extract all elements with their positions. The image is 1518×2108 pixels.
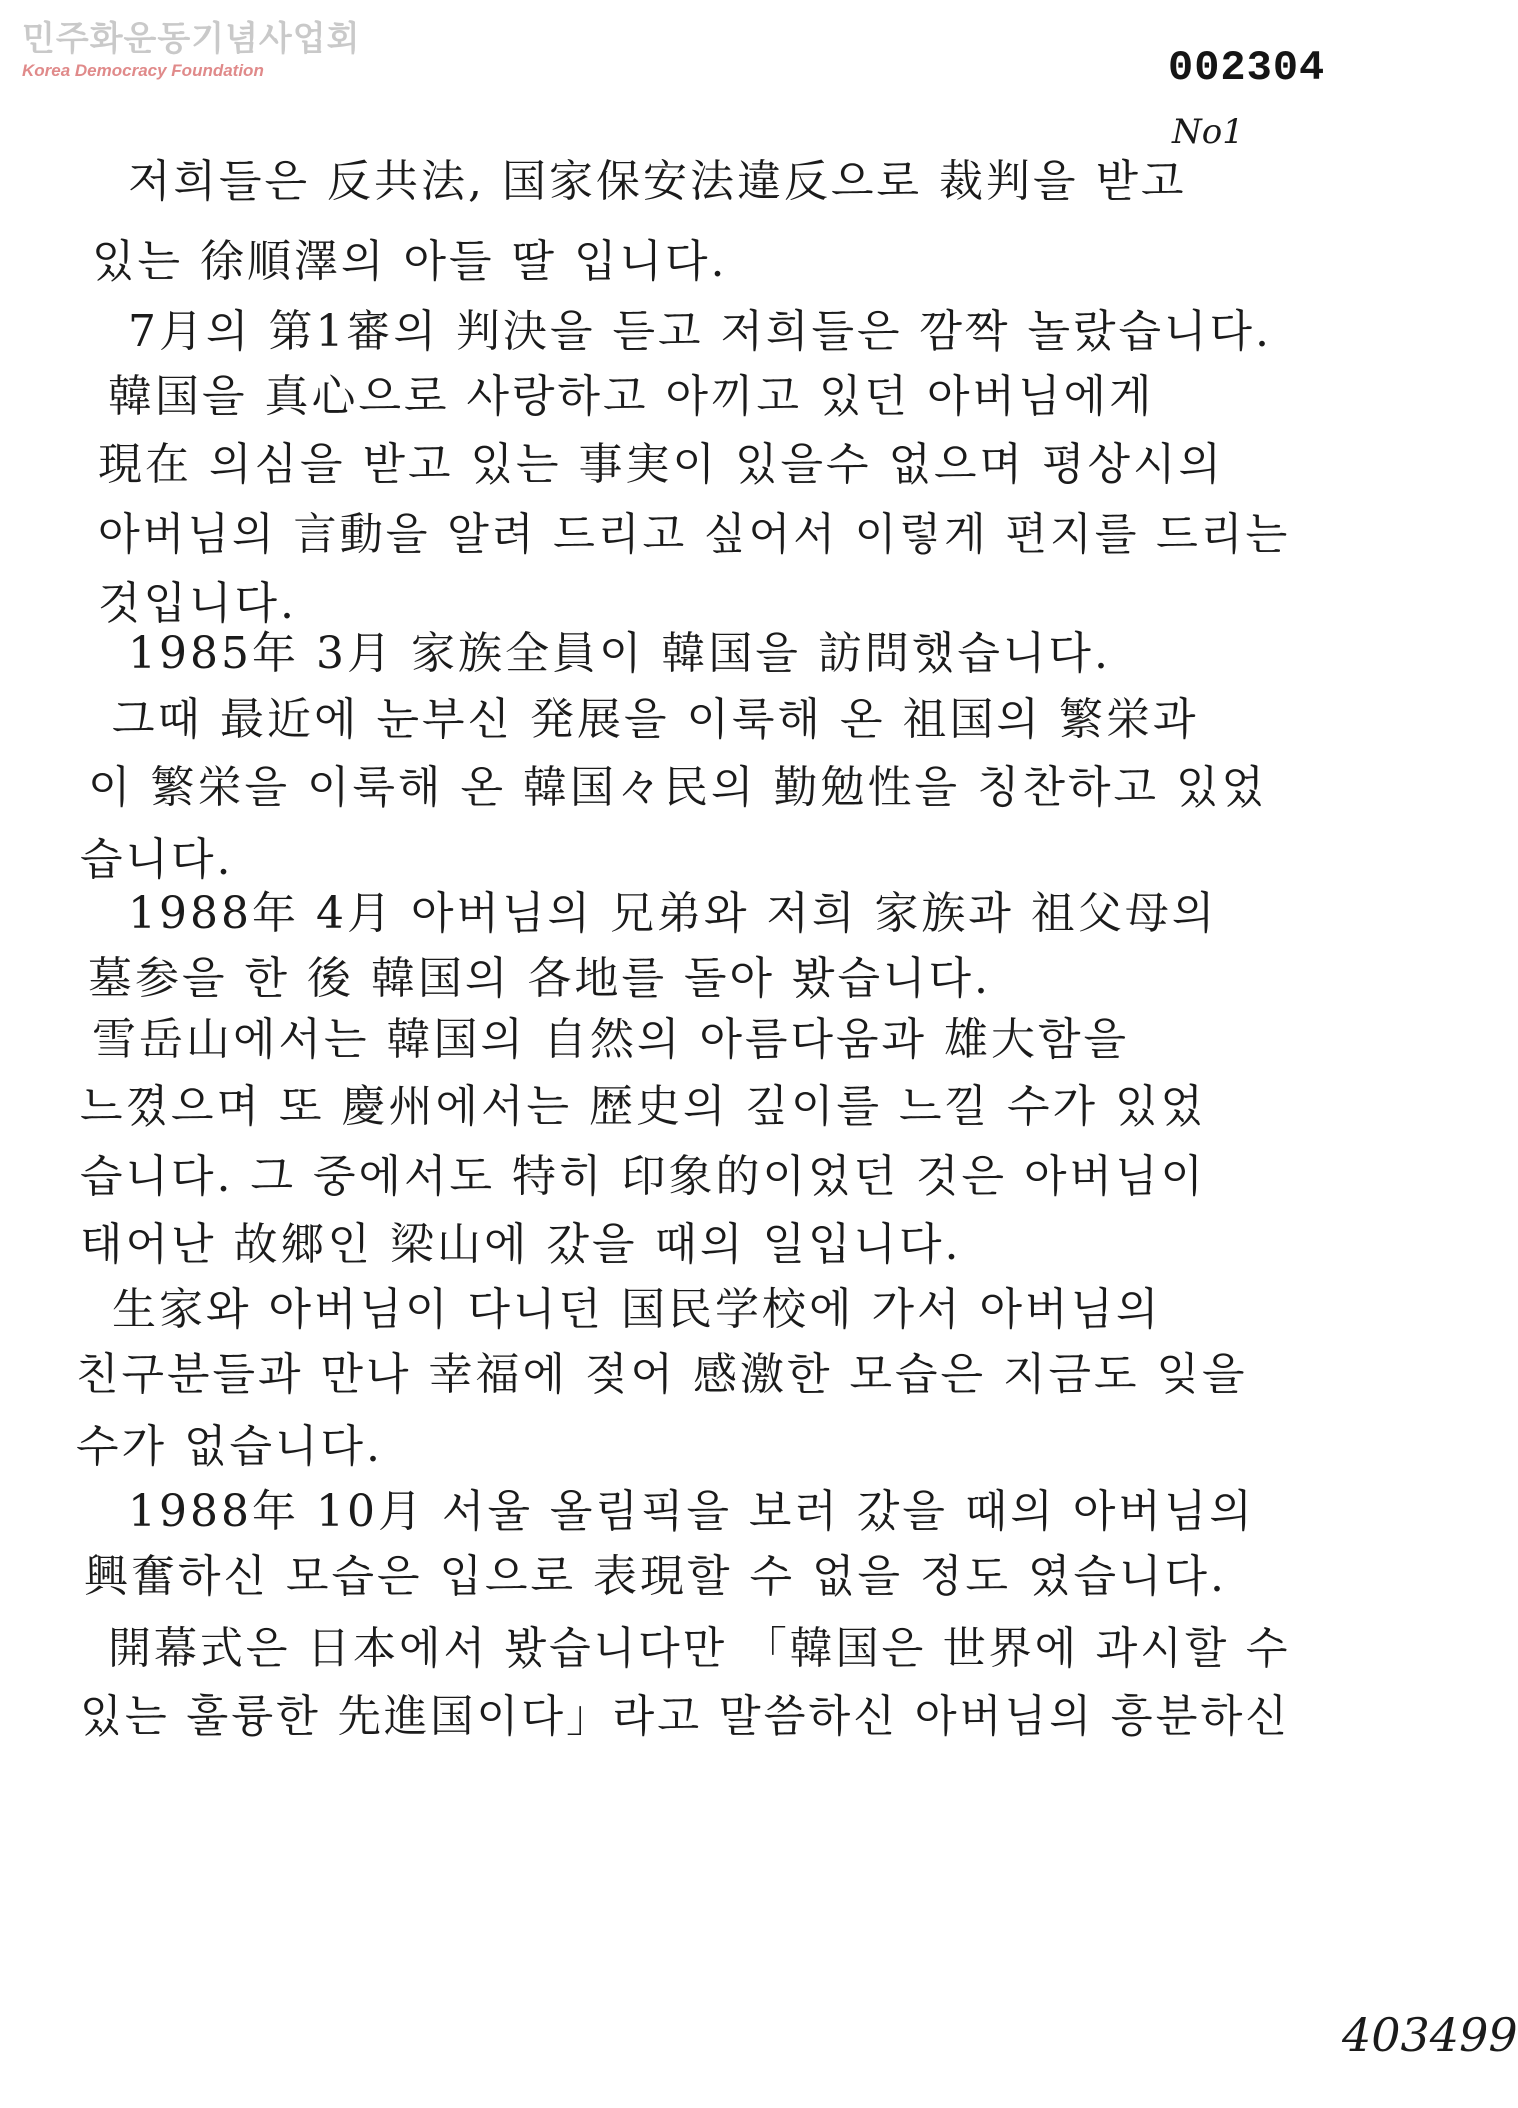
letter-line: 現在 의심을 받고 있는 事実이 있을수 없으며 평상시의 — [98, 439, 1224, 490]
letter-line: 것입니다. — [98, 578, 298, 629]
archive-document-number: 002304 — [1168, 44, 1326, 92]
page-number-marker: No1 — [1172, 112, 1244, 152]
letter-line: 있는 훌륭한 先進国이다」라고 말씀하신 아버님의 흥분하신 — [80, 1691, 1291, 1742]
letter-line: 수가 없습니다. — [76, 1421, 383, 1472]
letter-line: 느꼈으며 또 慶州에서는 歴史의 깊이를 느낄 수가 있었 — [80, 1081, 1206, 1132]
letter-line: 저희들은 反共法, 国家保安法違反으로 裁判을 받고 — [128, 156, 1187, 207]
letter-line: 태어난 故郷인 梁山에 갔을 때의 일입니다. — [80, 1219, 962, 1270]
letter-line: 아버님의 言動을 알려 드리고 싶어서 이렇게 편지를 드리는 — [98, 509, 1291, 560]
letter-line: 1988年 4月 아버님의 兄弟와 저희 家族과 祖父母의 — [128, 888, 1218, 939]
letter-line: 墓参을 한 後 韓国의 各地를 돌아 봤습니다. — [88, 953, 991, 1004]
letter-line: 1988年 10月 서울 올림픽을 보러 갔을 때의 아버님의 — [128, 1486, 1255, 1537]
letter-line: 습니다. 그 중에서도 特히 印象的이었던 것은 아버님이 — [80, 1151, 1206, 1202]
letter-line: 雪岳山에서는 韓国의 自然의 아름다움과 雄大함을 — [92, 1014, 1129, 1065]
letter-line: 1985年 3月 家族全員이 韓国을 訪問했습니다. — [128, 628, 1111, 679]
letter-line: 開幕式은 日本에서 봤습니다만 「韓国은 世界에 과시할 수 — [108, 1623, 1291, 1674]
letter-line: 친구분들과 만나 幸福에 젖어 感激한 모습은 지금도 잊을 — [76, 1349, 1248, 1400]
letter-line: 韓国을 真心으로 사랑하고 아끼고 있던 아버님에게 — [108, 371, 1155, 422]
watermark-english-name: Korea Democracy Foundation — [22, 61, 264, 80]
letter-line: 있는 徐順澤의 아들 딸 입니다. — [92, 236, 728, 287]
letter-line: 이 繁栄을 이룩해 온 韓国々民의 勤勉性을 칭찬하고 있었 — [88, 762, 1267, 813]
watermark-korean-name: 민주화운동기념사업회 — [22, 19, 361, 59]
letter-line: 興奮하신 모습은 입으로 表現할 수 없을 정도 였습니다. — [84, 1551, 1227, 1602]
letter-line: 습니다. — [80, 834, 234, 885]
archive-footer-number: 403499 — [1342, 2008, 1518, 2062]
letter-line: 7月의 第1審의 判決을 듣고 저희들은 깜짝 놀랐습니다. — [128, 306, 1272, 357]
letter-line: 生家와 아버님이 다니던 国民学校에 가서 아버님의 — [112, 1284, 1162, 1335]
letter-line: 그때 最近에 눈부신 発展을 이룩해 온 祖国의 繁栄과 — [112, 694, 1199, 745]
